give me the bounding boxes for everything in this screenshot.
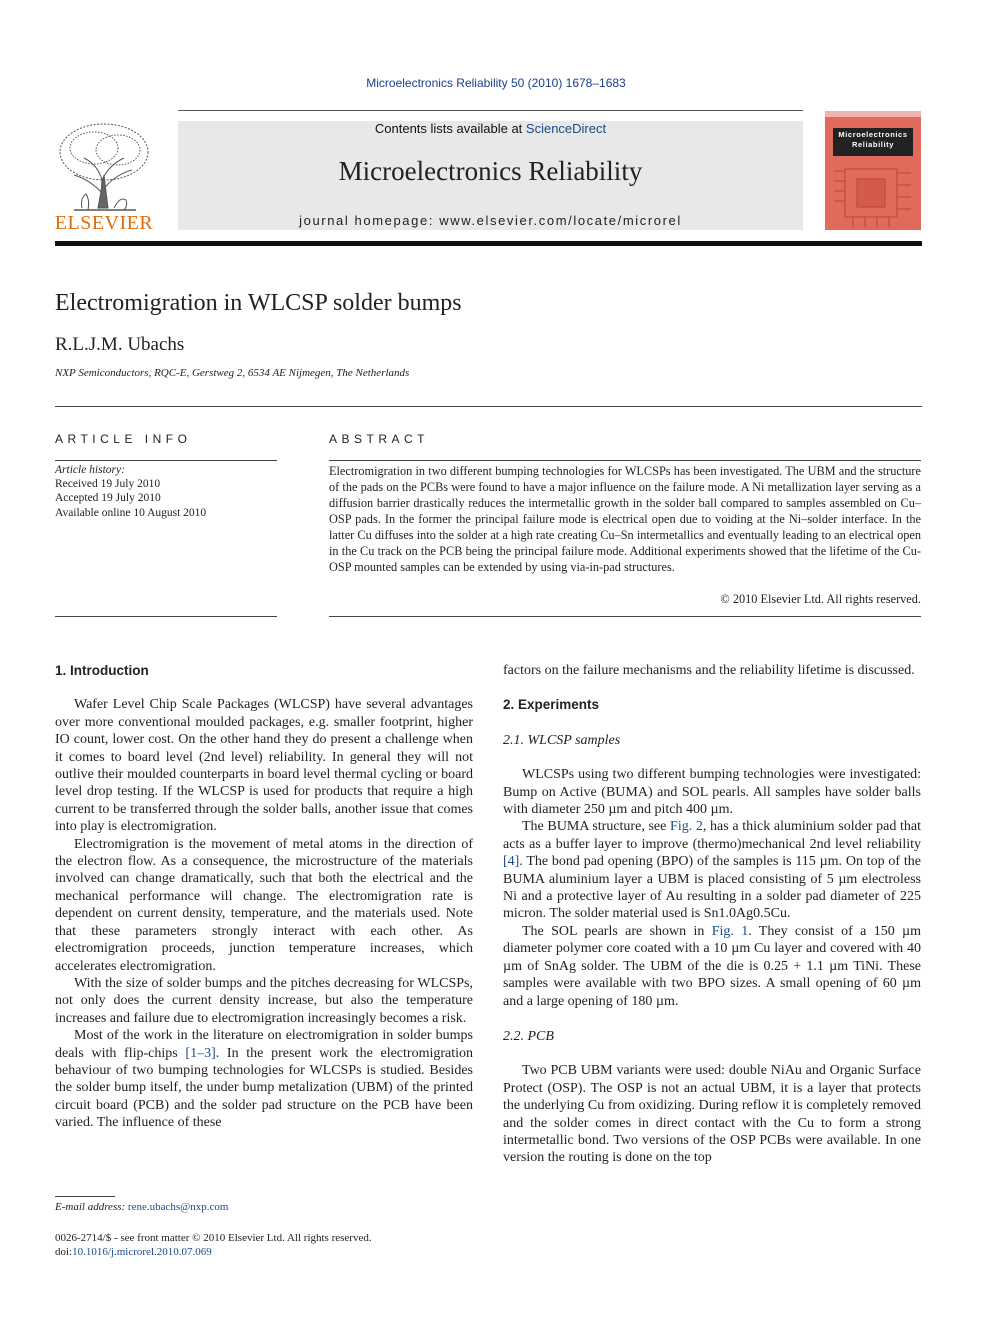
text-run: . The bond pad opening (BPO) of the samples is 115 µm. On top of the BUMA aluminium layer a UBM is placed consisting of 5 µm electroless Ni and a protective layer of Au resulting in a solder pad diameter of 225 micron. The solder material used is Sn1.0Ag0.5Cu. <box>503 854 921 922</box>
section-heading-experiments: 2. Experiments <box>503 697 600 713</box>
article-history-label: Article history: <box>55 464 125 476</box>
section-heading-introduction: 1. Introduction <box>55 663 149 678</box>
abstract-bottom-rule <box>329 616 921 617</box>
sciencedirect-link[interactable]: ScienceDirect <box>525 121 607 136</box>
figure-link[interactable]: Fig. 1 <box>711 923 749 939</box>
paragraph <box>55 1027 473 1131</box>
text-run: Most of the work in the literature on electromigration in solder bumps deals with flip-chips <box>55 1028 473 1061</box>
elsevier-logo-text: ELSEVIER <box>54 212 154 234</box>
article-info-heading: ARTICLE INFO <box>55 432 192 446</box>
article-title: Electromigration in WLCSP solder bumps <box>55 290 462 316</box>
text-run: . They consist of a 150 µm diameter polymer core coated with a 10 µm Cu layer and covered with 40 µm of SnAg solder. The UBM of the die is 0.25 + 1.1 µm TiNi. These samples were available with two BPO sizes. A small opening of 60 µm and a large opening of 180 µm. <box>503 923 921 1009</box>
cover-title-line2: Reliability <box>851 140 895 149</box>
journal-cover-image <box>825 111 921 230</box>
body-column-right <box>503 662 921 1167</box>
email-link[interactable]: rene.ubachs@nxp.com <box>127 1201 229 1213</box>
doi-link[interactable]: 10.1016/j.microrel.2010.07.069 <box>72 1246 212 1258</box>
paragraph: Wafer Level Chip Scale Packages (WLCSP) have several advantages over more conventional moulded packages, e.g. smaller footprint, higher IO count, lower cost. On the other hand they do present a challenge when it comes to board level (2nd level) reliability. In general they will not outlive their moulded counterparts in board level thermal cycling or board level drop testing. If the WLCSP is used for products that require a high current to be transferred through the solder balls, another issue that comes into play is electromigration. <box>55 697 473 835</box>
journal-citation[interactable]: Microelectronics Reliability 50 (2010) 1678–1683 <box>366 76 626 90</box>
footnote-email <box>55 1201 228 1213</box>
online-date: Available online 10 August 2010 <box>55 507 207 519</box>
cover-title <box>833 130 913 150</box>
journal-homepage[interactable]: journal homepage: www.elsevier.com/locate/microrel <box>299 213 682 228</box>
subsection-heading-pcb: 2.2. PCB <box>503 1028 554 1044</box>
text-run: The SOL pearls are shown in <box>522 923 712 939</box>
paragraph: factors on the failure mechanisms and the reliability lifetime is discussed. <box>503 663 915 678</box>
paragraph <box>503 923 921 1010</box>
issn-line: 0026-2714/$ - see front matter © 2010 Elsevier Ltd. All rights reserved. <box>55 1232 372 1244</box>
abstract-heading: ABSTRACT <box>329 432 430 446</box>
contents-line <box>178 121 803 136</box>
title-divider <box>55 406 922 407</box>
body-column-left <box>55 662 473 1132</box>
cover-title-line1: Microelectronics <box>838 130 908 139</box>
received-date: Received 19 July 2010 <box>55 478 161 490</box>
accepted-date: Accepted 19 July 2010 <box>55 492 161 504</box>
text-run: The BUMA structure, see <box>522 819 671 835</box>
email-label: E-mail address: <box>55 1201 128 1213</box>
subsection-heading-wlcsp-samples: 2.1. WLCSP samples <box>503 732 621 748</box>
issn-block <box>55 1231 372 1259</box>
reference-link[interactable]: [4] <box>503 854 520 870</box>
paragraph: WLCSPs using two different bumping technologies were investigated: Bump on Active (BUMA) and SOL pearls. All samples have solder balls with diameter 250 µm and pitch 400 µm. <box>503 767 921 818</box>
header-rule <box>178 110 803 111</box>
footnote-rule <box>55 1196 115 1197</box>
author-name: R.L.J.M. Ubachs <box>55 334 185 355</box>
paragraph: Electromigration is the movement of metal atoms in the direction of the electron flow. As a consequence, the microstructure of the materials involved can change dramatically, such that both the electrical and the mechanical performance will change. The electromigration rate is dependent on current density, temperature, and the materials used. Note that these parameters strongly interact with each other. As electromigration proceeds, junction temperature increases, which accelerates electromigration. <box>55 836 473 974</box>
abstract-rule <box>329 460 921 461</box>
figure-link[interactable]: Fig. 2 <box>670 819 703 835</box>
article-info-bottom-rule <box>55 616 277 617</box>
abstract-text: Electromigration in two different bumping technologies for WLCSPs has been investigated. The UBM and the structure of the pads on the PCBs were found to have a major influence on the failure mode. A Ni metallization layer serving as a diffusion barrier drastically reduces the intermetallic growth in the solder ball compared to samples assembled on Cu–OSP pads. In the former the principal failure mode is electrical open due to voiding at the Ni–solder interface. In the latter Cu diffuses into the solder at a high rate creating Cu–Sn intermetallics and eventually leading to an electrical open in the Cu track on the PCB being the principal failure mode. Additional experiments showed that the lifetime of the Cu-OSP mounted samples can be extended by using via-in-pad structures. <box>329 464 921 574</box>
text-run: . In the present work the electromigration behaviour of two bumping technologies for WLCSPs is studied. Besides the solder bump itself, the under bump metalization (UBM) of the printed circuit board (PCB) and the solder pad structure on the PCB have been varied. The influence of these <box>55 1045 473 1131</box>
header-thick-rule <box>55 241 922 246</box>
reference-link[interactable]: [1–3] <box>185 1045 216 1061</box>
author-affiliation: NXP Semiconductors, RQC-E, Gerstweg 2, 6534 AE Nijmegen, The Netherlands <box>55 367 410 379</box>
doi-line <box>55 1245 372 1259</box>
paragraph <box>503 818 921 922</box>
text-run: , has a thick aluminium solder pad that acts as a buffer layer to improve (thermo)mechanical 2nd level reliability <box>503 819 921 852</box>
paragraph: With the size of solder bumps and the pitches decreasing for WLCSPs, not only does the current density increase, but also the temperature increases and failure due to electromigration increasingly becomes a risk. <box>55 975 473 1026</box>
abstract-copyright: © 2010 Elsevier Ltd. All rights reserved. <box>720 592 921 606</box>
paragraph: Two PCB UBM variants were used: double NiAu and Organic Surface Protect (OSP). The OSP is not an actual UBM, it is a layer that protects the underlying Cu from oxidizing. During reflow it is completely removed and the solder comes in direct contact with the Cu to form a strong intermetallic bond. Two versions of the OSP PCBs were available. In one version the routing is done on the top <box>503 1063 921 1166</box>
contents-prefix: Contents lists available at <box>374 121 526 136</box>
doi-prefix: doi: <box>55 1246 73 1258</box>
journal-title: Microelectronics Reliability <box>338 156 643 186</box>
article-info-rule <box>55 460 277 461</box>
